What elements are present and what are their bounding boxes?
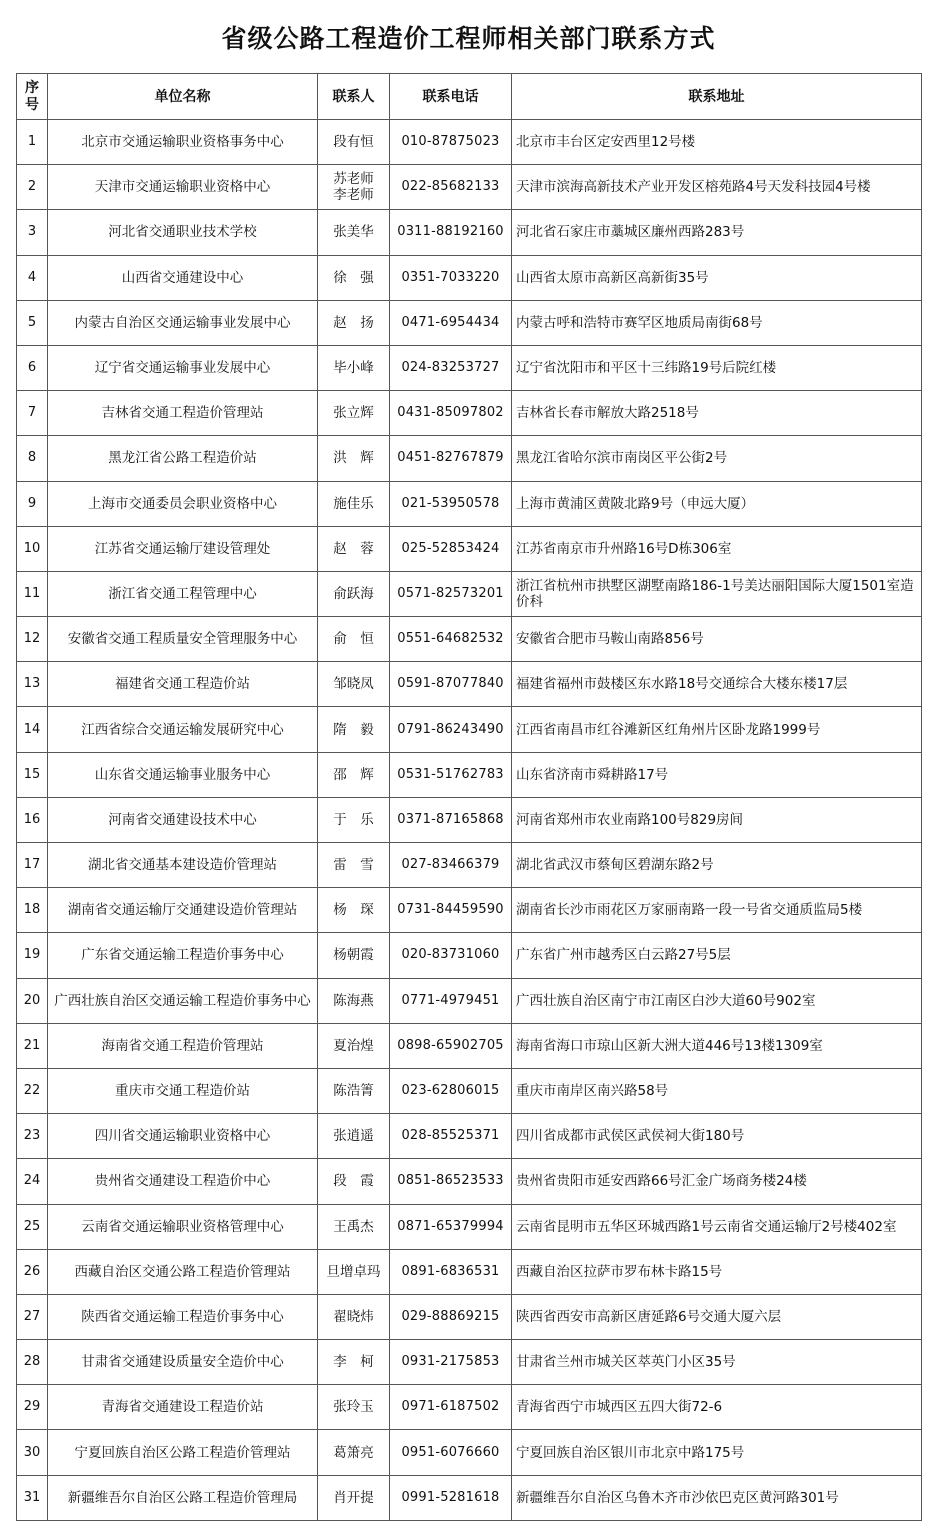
row-number: 13 (17, 662, 48, 707)
row-number: 16 (17, 797, 48, 842)
phone-number: 0531-51762783 (390, 752, 512, 797)
row-number: 23 (17, 1114, 48, 1159)
contact-person (318, 1204, 390, 1249)
contact-person (318, 707, 390, 752)
phone-number: 0931-2175853 (390, 1340, 512, 1385)
row-number: 17 (17, 843, 48, 888)
phone-number: 0551-64682532 (390, 617, 512, 662)
unit-name: 广东省交通运输工程造价事务中心 (48, 933, 318, 978)
phone-number: 0871-65379994 (390, 1204, 512, 1249)
table-row (17, 888, 922, 933)
phone-number: 020-83731060 (390, 933, 512, 978)
row-number: 5 (17, 300, 48, 345)
phone-number: 0451-82767879 (390, 436, 512, 481)
contact-person (318, 797, 390, 842)
header-row (17, 74, 922, 120)
contact-person (318, 436, 390, 481)
unit-name: 福建省交通工程造价站 (48, 662, 318, 707)
phone-number: 0571-82573201 (390, 571, 512, 616)
contact-name: 旦增卓玛 (326, 1263, 381, 1280)
header-address: 联系地址 (512, 74, 922, 120)
contact-person (318, 255, 390, 300)
contact-person (318, 1385, 390, 1430)
phone-number: 0851-86523533 (390, 1159, 512, 1204)
table-row (17, 526, 922, 571)
table-row (17, 165, 922, 210)
contact-name: 李 柯 (333, 1354, 374, 1371)
page-title: 省级公路工程造价工程师相关部门联系方式 (221, 23, 716, 53)
table-row (17, 1340, 922, 1385)
header-contact: 联系人 (318, 74, 390, 120)
address: 河北省石家庄市藁城区廉州西路283号 (512, 210, 922, 255)
contact-name: 张美华 (333, 224, 374, 241)
unit-name: 河南省交通建设技术中心 (48, 797, 318, 842)
contact-person (318, 1475, 390, 1520)
table-row (17, 1023, 922, 1068)
table-row (17, 1249, 922, 1294)
contact-name: 施佳乐 (333, 495, 374, 512)
address: 浙江省杭州市拱墅区湖墅南路186-1号美达丽阳国际大厦1501室造价科 (512, 571, 922, 616)
unit-name: 河北省交通职业技术学校 (48, 210, 318, 255)
contact-person (318, 933, 390, 978)
unit-name: 上海市交通委员会职业资格中心 (48, 481, 318, 526)
phone-number: 0971-6187502 (390, 1385, 512, 1430)
unit-name: 湖北省交通基本建设造价管理站 (48, 843, 318, 888)
contact-name: 陈海燕 (333, 992, 374, 1009)
address: 重庆市南岸区南兴路58号 (512, 1068, 922, 1113)
row-number: 11 (17, 571, 48, 616)
unit-name: 黑龙江省公路工程造价站 (48, 436, 318, 481)
unit-name: 四川省交通运输职业资格中心 (48, 1114, 318, 1159)
address: 福建省福州市鼓楼区东水路18号交通综合大楼东楼17层 (512, 662, 922, 707)
unit-name: 云南省交通运输职业资格管理中心 (48, 1204, 318, 1249)
unit-name: 安徽省交通工程质量安全管理服务中心 (48, 617, 318, 662)
phone-number: 0371-87165868 (390, 797, 512, 842)
unit-name: 山西省交通建设中心 (48, 255, 318, 300)
contact-person (318, 1023, 390, 1068)
contact-person (318, 1114, 390, 1159)
table-row (17, 1385, 922, 1430)
address: 吉林省长春市解放大路2518号 (512, 391, 922, 436)
row-number: 8 (17, 436, 48, 481)
address: 北京市丰台区定安西里12号楼 (512, 120, 922, 165)
unit-name: 江西省综合交通运输发展研究中心 (48, 707, 318, 752)
row-number: 6 (17, 345, 48, 390)
address: 安徽省合肥市马鞍山南路856号 (512, 617, 922, 662)
address: 山东省济南市舜耕路17号 (512, 752, 922, 797)
row-number: 3 (17, 210, 48, 255)
table-row (17, 210, 922, 255)
phone-number: 029-88869215 (390, 1294, 512, 1339)
contact-person (318, 888, 390, 933)
contact-name: 于 乐 (333, 811, 374, 828)
table-row (17, 978, 922, 1023)
contact-name: 王禹杰 (333, 1218, 374, 1235)
contact-person (318, 345, 390, 390)
contact-person (318, 571, 390, 616)
row-number: 12 (17, 617, 48, 662)
table-row (17, 391, 922, 436)
contact-person (318, 1159, 390, 1204)
contact-name: 雷 雪 (333, 857, 374, 874)
phone-number: 0431-85097802 (390, 391, 512, 436)
contact-name: 洪 辉 (333, 450, 374, 467)
address: 贵州省贵阳市延安西路66号汇金广场商务楼24楼 (512, 1159, 922, 1204)
title-row (16, 0, 921, 73)
row-number: 21 (17, 1023, 48, 1068)
phone-number: 0771-4979451 (390, 978, 512, 1023)
contact-name: 肖开提 (333, 1489, 374, 1506)
contact-name: 陈浩箐 (333, 1083, 374, 1100)
table-row (17, 1475, 922, 1520)
table-row (17, 707, 922, 752)
phone-number: 0951-6076660 (390, 1430, 512, 1475)
phone-number: 021-53950578 (390, 481, 512, 526)
contact-person (318, 300, 390, 345)
phone-number: 0311-88192160 (390, 210, 512, 255)
row-number: 19 (17, 933, 48, 978)
phone-number: 028-85525371 (390, 1114, 512, 1159)
contact-name: 翟晓炜 (333, 1308, 374, 1325)
header-no: 序 号 (17, 74, 48, 120)
unit-name: 青海省交通建设工程造价站 (48, 1385, 318, 1430)
contact-person (318, 843, 390, 888)
contact-name: 张玲玉 (333, 1399, 374, 1416)
contact-person (318, 1068, 390, 1113)
table-row (17, 345, 922, 390)
contact-name: 张立辉 (333, 405, 374, 422)
phone-number: 0591-87077840 (390, 662, 512, 707)
contact-name: 赵 蓉 (333, 540, 374, 557)
unit-name: 辽宁省交通运输事业发展中心 (48, 345, 318, 390)
contact-name: 俞跃海 (333, 585, 374, 602)
address: 湖北省武汉市蔡甸区碧湖东路2号 (512, 843, 922, 888)
row-number: 25 (17, 1204, 48, 1249)
contact-name: 杨朝霞 (333, 947, 374, 964)
contact-name: 徐 强 (333, 269, 374, 286)
address: 山西省太原市高新区高新街35号 (512, 255, 922, 300)
row-number: 7 (17, 391, 48, 436)
row-number: 15 (17, 752, 48, 797)
table-row (17, 933, 922, 978)
phone-number: 023-62806015 (390, 1068, 512, 1113)
table-row (17, 1159, 922, 1204)
contact-name: 葛箫亮 (333, 1444, 374, 1461)
unit-name: 湖南省交通运输厅交通建设造价管理站 (48, 888, 318, 933)
unit-name: 江苏省交通运输厅建设管理处 (48, 526, 318, 571)
contact-name: 苏老师 (333, 171, 374, 188)
contact-name: 杨 琛 (333, 902, 374, 919)
table-row (17, 120, 922, 165)
contact-person (318, 391, 390, 436)
phone-number: 0731-84459590 (390, 888, 512, 933)
address: 辽宁省沈阳市和平区十三纬路19号后院红楼 (512, 345, 922, 390)
phone-number: 0891-6836531 (390, 1249, 512, 1294)
table-body (17, 120, 922, 1521)
contact-name: 李老师 (333, 187, 374, 204)
row-number: 14 (17, 707, 48, 752)
contact-person (318, 1294, 390, 1339)
table-row (17, 1294, 922, 1339)
contact-name: 俞 恒 (333, 631, 374, 648)
contact-name: 段 霞 (333, 1173, 374, 1190)
unit-name: 浙江省交通工程管理中心 (48, 571, 318, 616)
address: 青海省西宁市城西区五四大街72-6 (512, 1385, 922, 1430)
unit-name: 海南省交通工程造价管理站 (48, 1023, 318, 1068)
phone-number: 0471-6954434 (390, 300, 512, 345)
row-number: 4 (17, 255, 48, 300)
row-number: 29 (17, 1385, 48, 1430)
table-row (17, 1204, 922, 1249)
unit-name: 内蒙古自治区交通运输事业发展中心 (48, 300, 318, 345)
table-row (17, 843, 922, 888)
address: 上海市黄浦区黄陂北路9号（申远大厦） (512, 481, 922, 526)
address: 黑龙江省哈尔滨市南岗区平公街2号 (512, 436, 922, 481)
contact-name: 段有恒 (333, 134, 374, 151)
table-row (17, 255, 922, 300)
unit-name: 北京市交通运输职业资格事务中心 (48, 120, 318, 165)
phone-number: 024-83253727 (390, 345, 512, 390)
row-number: 27 (17, 1294, 48, 1339)
address: 河南省郑州市农业南路100号829房间 (512, 797, 922, 842)
address: 江苏省南京市升州路16号D栋306室 (512, 526, 922, 571)
contact-person (318, 526, 390, 571)
address: 陕西省西安市高新区唐延路6号交通大厦六层 (512, 1294, 922, 1339)
contact-name: 赵 扬 (333, 314, 374, 331)
table-row (17, 300, 922, 345)
contact-sheet (16, 0, 921, 1521)
contact-person (318, 210, 390, 255)
row-number: 1 (17, 120, 48, 165)
contact-person (318, 1430, 390, 1475)
row-number: 18 (17, 888, 48, 933)
table-row (17, 1068, 922, 1113)
row-number: 20 (17, 978, 48, 1023)
table-row (17, 436, 922, 481)
contact-person (318, 481, 390, 526)
phone-number: 0991-5281618 (390, 1475, 512, 1520)
address: 内蒙古呼和浩特市赛罕区地质局南街68号 (512, 300, 922, 345)
address: 海南省海口市琼山区新大洲大道446号13楼1309室 (512, 1023, 922, 1068)
unit-name: 吉林省交通工程造价管理站 (48, 391, 318, 436)
address: 天津市滨海高新技术产业开发区榕苑路4号天发科技园4号楼 (512, 165, 922, 210)
address: 云南省昆明市五华区环城西路1号云南省交通运输厅2号楼402室 (512, 1204, 922, 1249)
table-row (17, 662, 922, 707)
address: 甘肃省兰州市城关区萃英门小区35号 (512, 1340, 922, 1385)
row-number: 9 (17, 481, 48, 526)
contact-person (318, 617, 390, 662)
phone-number: 0898-65902705 (390, 1023, 512, 1068)
unit-name: 天津市交通运输职业资格中心 (48, 165, 318, 210)
unit-name: 重庆市交通工程造价站 (48, 1068, 318, 1113)
table-row (17, 797, 922, 842)
table-row (17, 481, 922, 526)
phone-number: 025-52853424 (390, 526, 512, 571)
address: 西藏自治区拉萨市罗布林卡路15号 (512, 1249, 922, 1294)
contact-name: 隋 毅 (333, 721, 374, 738)
contact-name: 毕小峰 (333, 360, 374, 377)
phone-number: 027-83466379 (390, 843, 512, 888)
unit-name: 贵州省交通建设工程造价中心 (48, 1159, 318, 1204)
table-row (17, 752, 922, 797)
table-row (17, 1114, 922, 1159)
contact-name: 邵 辉 (333, 766, 374, 783)
address: 广西壮族自治区南宁市江南区白沙大道60号902室 (512, 978, 922, 1023)
contact-person (318, 120, 390, 165)
row-number: 24 (17, 1159, 48, 1204)
address: 江西省南昌市红谷滩新区红角州片区卧龙路1999号 (512, 707, 922, 752)
phone-number: 0791-86243490 (390, 707, 512, 752)
unit-name: 新疆维吾尔自治区公路工程造价管理局 (48, 1475, 318, 1520)
row-number: 26 (17, 1249, 48, 1294)
phone-number: 022-85682133 (390, 165, 512, 210)
table-row (17, 571, 922, 616)
contact-person (318, 752, 390, 797)
contact-person (318, 1340, 390, 1385)
address: 广东省广州市越秀区白云路27号5层 (512, 933, 922, 978)
contact-table (16, 73, 922, 1521)
row-number: 30 (17, 1430, 48, 1475)
address: 四川省成都市武侯区武侯祠大街180号 (512, 1114, 922, 1159)
contact-person (318, 165, 390, 210)
row-number: 10 (17, 526, 48, 571)
unit-name: 广西壮族自治区交通运输工程造价事务中心 (48, 978, 318, 1023)
contact-name: 张逍遥 (333, 1128, 374, 1145)
row-number: 2 (17, 165, 48, 210)
unit-name: 甘肃省交通建设质量安全造价中心 (48, 1340, 318, 1385)
contact-name: 邹晓凤 (333, 676, 374, 693)
header-phone: 联系电话 (390, 74, 512, 120)
unit-name: 宁夏回族自治区公路工程造价管理站 (48, 1430, 318, 1475)
address: 新疆维吾尔自治区乌鲁木齐市沙依巴克区黄河路301号 (512, 1475, 922, 1520)
row-number: 28 (17, 1340, 48, 1385)
contact-person (318, 662, 390, 707)
unit-name: 山东省交通运输事业服务中心 (48, 752, 318, 797)
table-row (17, 1430, 922, 1475)
phone-number: 0351-7033220 (390, 255, 512, 300)
contact-person (318, 978, 390, 1023)
row-number: 22 (17, 1068, 48, 1113)
contact-person (318, 1249, 390, 1294)
unit-name: 西藏自治区交通公路工程造价管理站 (48, 1249, 318, 1294)
address: 湖南省长沙市雨花区万家丽南路一段一号省交通质监局5楼 (512, 888, 922, 933)
address: 宁夏回族自治区银川市北京中路175号 (512, 1430, 922, 1475)
phone-number: 010-87875023 (390, 120, 512, 165)
contact-name: 夏治煌 (333, 1037, 374, 1054)
row-number: 31 (17, 1475, 48, 1520)
unit-name: 陕西省交通运输工程造价事务中心 (48, 1294, 318, 1339)
table-row (17, 617, 922, 662)
header-unit: 单位名称 (48, 74, 318, 120)
